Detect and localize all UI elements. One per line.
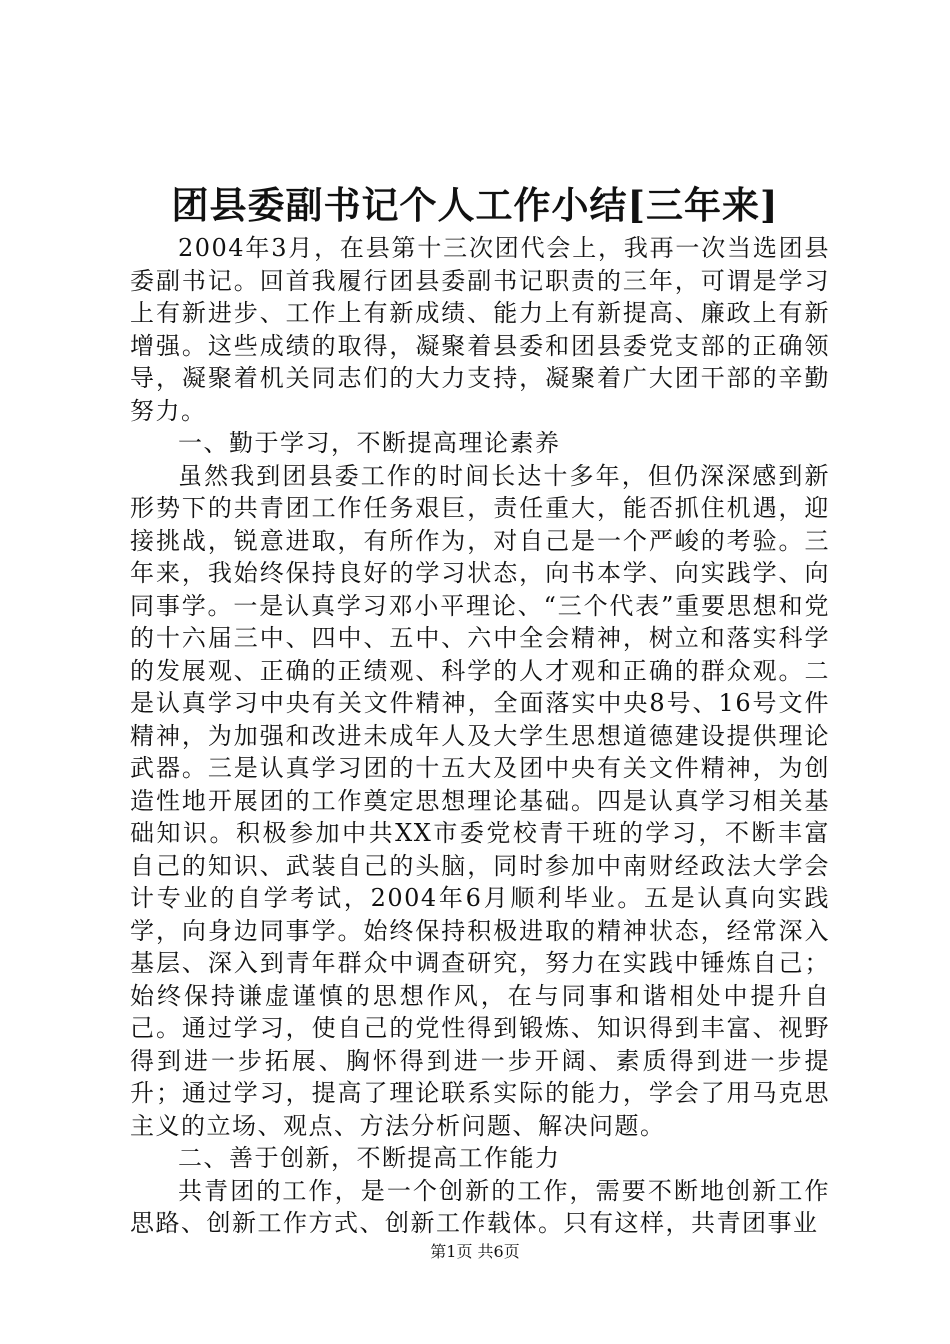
section-heading-2: 二、善于创新，不断提高工作能力	[178, 1144, 561, 1172]
paragraph-section-2: 共青团的工作，是一个创新的工作，需要不断地创新工作思路、创新工作方式、创新工作载体。只有这样，共青团事业	[130, 1176, 830, 1237]
section-heading-1: 一、勤于学习，不断提高理论素养	[178, 429, 561, 457]
document-body	[130, 232, 830, 1240]
page-footer: 第1页 共6页	[430, 1242, 520, 1261]
document-title: 团县委副书记个人工作小结[三年来]	[171, 183, 779, 227]
paragraph-intro: 2004年3月，在县第十三次团代会上，我再一次当选团县委副书记。回首我履行团县委副书记职责的三年，可谓是学习上有新进步、工作上有新成绩、能力上有新提高、廉政上有新增强。这些成绩的取得，凝聚着县委和团县委党支部的正确领导，凝聚着机关同志们的大力支持，凝聚着广大团干部的辛勤努力。	[130, 234, 830, 425]
paragraph-section-1: 虽然我到团县委工作的时间长达十多年，但仍深深感到新形势下的共青团工作任务艰巨，责任重大，能否抓住机遇，迎接挑战，锐意进取，有所作为，对自己是一个严峻的考验。三年来，我始终保持良好的学习状态，向书本学、向实践学、向同事学。一是认真学习邓小平理论、“三个代表”重要思想和党的十六届三中、四中、五中、六中全会精神，树立和落实科学的发展观、正确的正绩观、科学的人才观和正确的群众观。二是认真学习中央有关文件精神，全面落实中央8号、16号文件精神，为加强和改进未成年人及大学生思想道德建设提供理论武器。三是认真学习团的十五大及团中央有关文件精神，为创造性地开展团的工作奠定思想理论基础。四是认真学习相关基础知识。积极参加中共XX市委党校青干班的学习，不断丰富自己的知识、武装自己的头脑，同时参加中南财经政法大学会计专业的自学考试，2004年6月顺利毕业。五是认真向实践学，向身边同事学。始终保持积极进取的精神状态，经常深入基层、深入到青年群众中调查研究，努力在实践中锤炼自己；始终保持谦虚谨慎的思想作风，在与同事和谐相处中提升自己。通过学习，使自己的党性得到锻炼、知识得到丰富、视野得到进一步拓展、胸怀得到进一步开阔、素质得到进一步提升；通过学习，提高了理论联系实际的能力，学会了用马克思主义的立场、观点、方法分析问题、解决问题。	[130, 461, 830, 1140]
